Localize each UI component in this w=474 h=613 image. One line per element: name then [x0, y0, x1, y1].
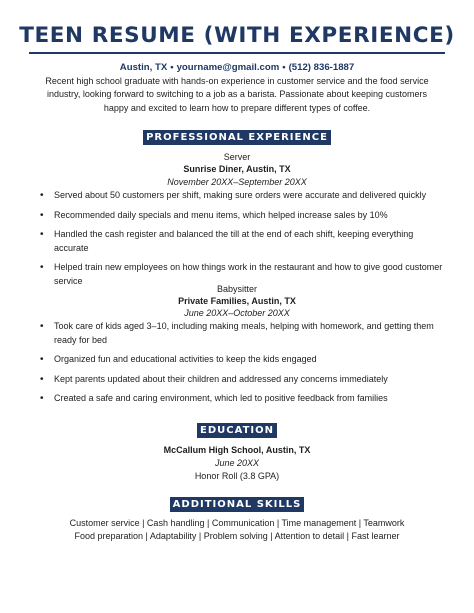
bullet-dot: • — [40, 190, 44, 201]
list-item — [0, 209, 474, 223]
bullet-text: Organized fun and educational activities to keep the kids engaged — [54, 354, 317, 364]
job-role: Server — [223, 152, 251, 162]
contact-separator: • — [170, 62, 174, 73]
section-heading-experience — [0, 127, 474, 142]
list-item — [0, 320, 474, 347]
contact-email[interactable]: yourname@gmail.com — [176, 62, 280, 73]
job-role: Babysitter — [216, 284, 258, 294]
job-employer: Private Families, Austin, TX — [178, 296, 296, 306]
list-item — [0, 373, 474, 387]
contact-location: Austin, TX — [119, 62, 168, 73]
list-item — [0, 228, 474, 255]
bullet-dot: • — [40, 229, 44, 240]
section-heading-label: ADDITIONAL SKILLS — [170, 497, 305, 512]
skills-line: Food preparation | Adaptability | Problem solving | Attention to detail | Fast learner — [74, 531, 400, 541]
section-heading-label: EDUCATION — [197, 423, 277, 438]
contact-separator: • — [282, 62, 286, 73]
section-heading-education — [0, 420, 474, 435]
job-dates: June 20XX–October 20XX — [184, 308, 290, 318]
bullet-text: Helped train new employees on how things work in the restaurant and how to give good customer service — [54, 262, 443, 286]
section-heading-label: PROFESSIONAL EXPERIENCE — [143, 130, 331, 145]
job-bullet-list — [0, 320, 474, 406]
summary-paragraph: Recent high school graduate with hands-on experience in customer service and the food service industry, looking forward to switching to a job as a barista. Passionate about keeping customers happy and excited to learn how to prepare different types of coffee. — [45, 76, 429, 113]
job-dates: November 20XX–September 20XX — [167, 177, 307, 187]
job-employer: Sunrise Diner, Austin, TX — [183, 164, 291, 174]
bullet-text: Recommended daily specials and menu items, which helped increase sales by 10% — [54, 209, 388, 220]
bullet-dot: • — [40, 354, 44, 365]
job-bullet-list — [0, 189, 474, 288]
education-school: McCallum High School, Austin, TX — [163, 445, 311, 455]
bullet-text: Served about 50 customers per shift, making sure orders were accurate and delivered quickly — [54, 190, 427, 200]
bullet-text: Handled the cash register and balanced the till at the end of each shift, keeping everything accurate — [54, 229, 414, 253]
list-item — [0, 353, 474, 367]
skills-line: Customer service | Cash handling | Communication | Time management | Teamwork — [69, 518, 405, 528]
bullet-text: Kept parents updated about their children and addressed any concerns immediately — [54, 373, 388, 384]
list-item — [0, 189, 474, 203]
contact-line — [0, 61, 474, 75]
bullet-dot: • — [40, 209, 44, 221]
contact-phone: (512) 836-1887 — [288, 62, 355, 73]
resume-name: TEEN RESUME (WITH EXPERIENCE) — [19, 23, 455, 48]
bullet-dot: • — [40, 393, 44, 404]
section-heading-skills — [0, 494, 474, 509]
bullet-dot: • — [40, 262, 44, 273]
bullet-dot: • — [40, 373, 44, 385]
bullet-dot: • — [40, 321, 44, 332]
education-date: June 20XX — [214, 458, 260, 468]
bullet-text: Created a safe and caring environment, which led to positive feedback from families — [54, 393, 388, 403]
header-divider — [29, 52, 445, 54]
bullet-text: Took care of kids aged 3–10, including making meals, helping with homework, and getting them ready for bed — [54, 321, 434, 345]
list-item — [0, 392, 474, 406]
education-honor: Honor Roll (3.8 GPA) — [194, 471, 280, 481]
